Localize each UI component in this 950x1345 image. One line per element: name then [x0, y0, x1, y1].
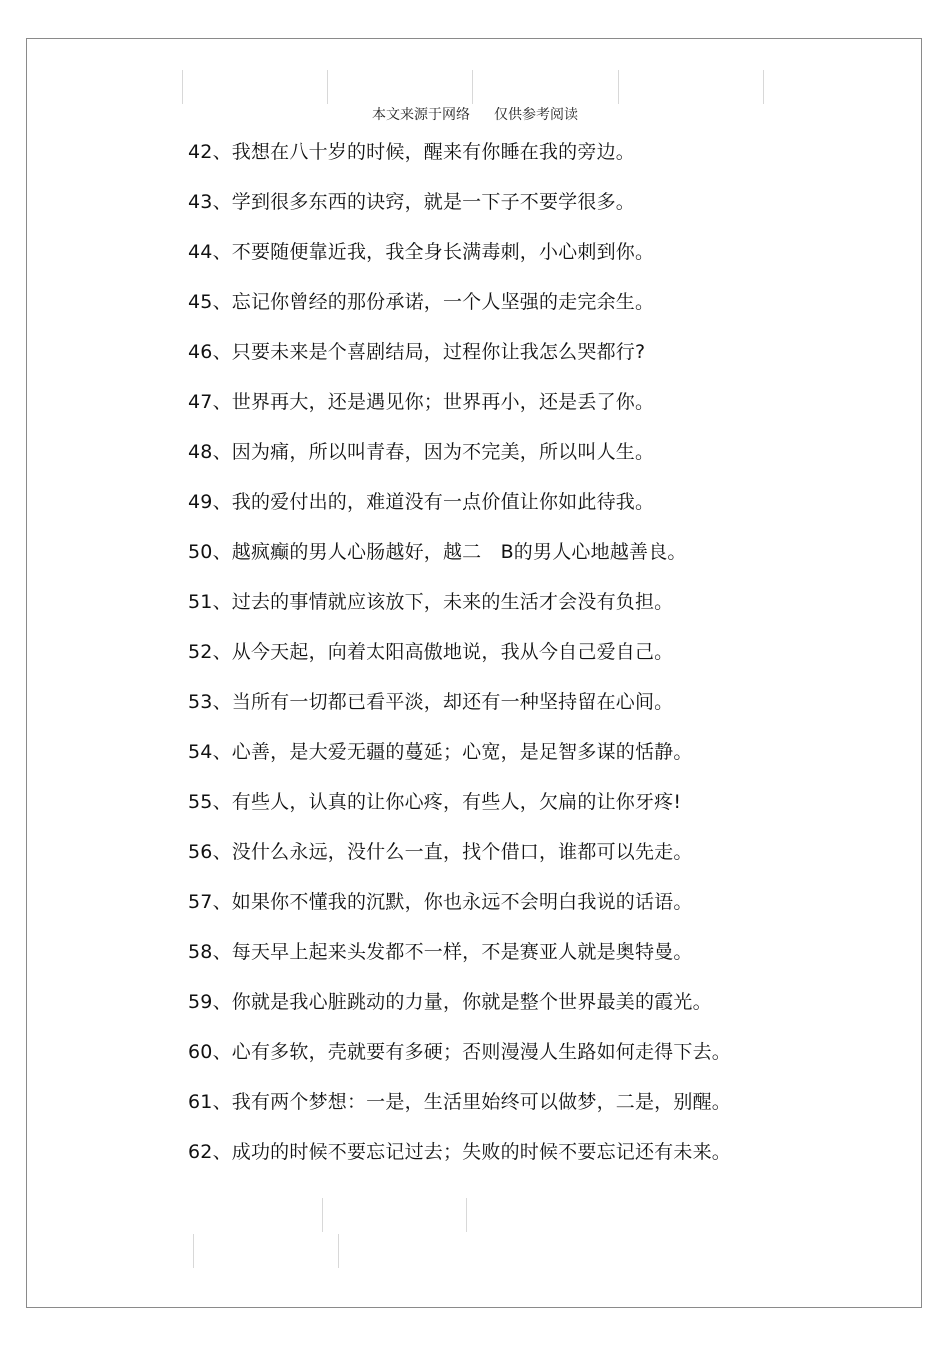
divider-line [193, 1234, 194, 1268]
quote-line: 46、只要未来是个喜剧结局，过程你让我怎么哭都行? [188, 341, 646, 363]
quote-line: 44、不要随便靠近我，我全身长满毒刺，小心刺到你。 [188, 241, 655, 263]
quote-line: 56、没什么永远，没什么一直，找个借口，谁都可以先走。 [188, 841, 693, 863]
quote-line: 53、当所有一切都已看平淡，却还有一种坚持留在心间。 [188, 691, 674, 713]
quote-list [188, 137, 808, 1187]
header-source: 本文来源于网络 [372, 107, 470, 123]
quote-line: 49、我的爱付出的，难道没有一点价值让你如此待我。 [188, 491, 655, 513]
quote-line: 62、成功的时候不要忘记过去；失败的时候不要忘记还有未来。 [188, 1141, 731, 1163]
divider-line [182, 70, 183, 104]
quote-line: 43、学到很多东西的诀窍，就是一下子不要学很多。 [188, 191, 635, 213]
quote-line: 59、你就是我心脏跳动的力量，你就是整个世界最美的霞光。 [188, 991, 712, 1013]
quote-line: 58、每天早上起来头发都不一样，不是赛亚人就是奥特曼。 [188, 941, 693, 963]
quote-line: 48、因为痛，所以叫青春，因为不完美，所以叫人生。 [188, 441, 655, 463]
quote-line: 52、从今天起，向着太阳高傲地说，我从今自己爱自己。 [188, 641, 674, 663]
quote-line: 47、世界再大，还是遇见你；世界再小，还是丢了你。 [188, 391, 655, 413]
divider-line [618, 70, 619, 104]
quote-line: 50、越疯癫的男人心肠越好，越二 B的男人心地越善良。 [188, 541, 687, 563]
quote-line: 54、心善，是大爱无疆的蔓延；心宽，是足智多谋的恬静。 [188, 741, 693, 763]
divider-line [327, 70, 328, 104]
divider-line [763, 70, 764, 104]
quote-line: 61、我有两个梦想：一是，生活里始终可以做梦，二是，别醒。 [188, 1091, 731, 1113]
divider-line [322, 1198, 323, 1232]
quote-line: 60、心有多软，壳就要有多硬；否则漫漫人生路如何走得下去。 [188, 1041, 731, 1063]
divider-line [466, 1198, 467, 1232]
quote-line: 45、忘记你曾经的那份承诺，一个人坚强的走完余生。 [188, 291, 655, 313]
quote-line: 57、如果你不懂我的沉默，你也永远不会明白我说的话语。 [188, 891, 693, 913]
header-note [0, 104, 950, 124]
divider-line [338, 1234, 339, 1268]
quote-line: 55、有些人，认真的让你心疼，有些人，欠扁的让你牙疼! [188, 791, 682, 813]
quote-line: 51、过去的事情就应该放下，未来的生活才会没有负担。 [188, 591, 674, 613]
quote-line: 42、我想在八十岁的时候，醒来有你睡在我的旁边。 [188, 141, 635, 163]
header-disclaimer: 仅供参考阅读 [494, 107, 578, 123]
divider-line [472, 70, 473, 104]
